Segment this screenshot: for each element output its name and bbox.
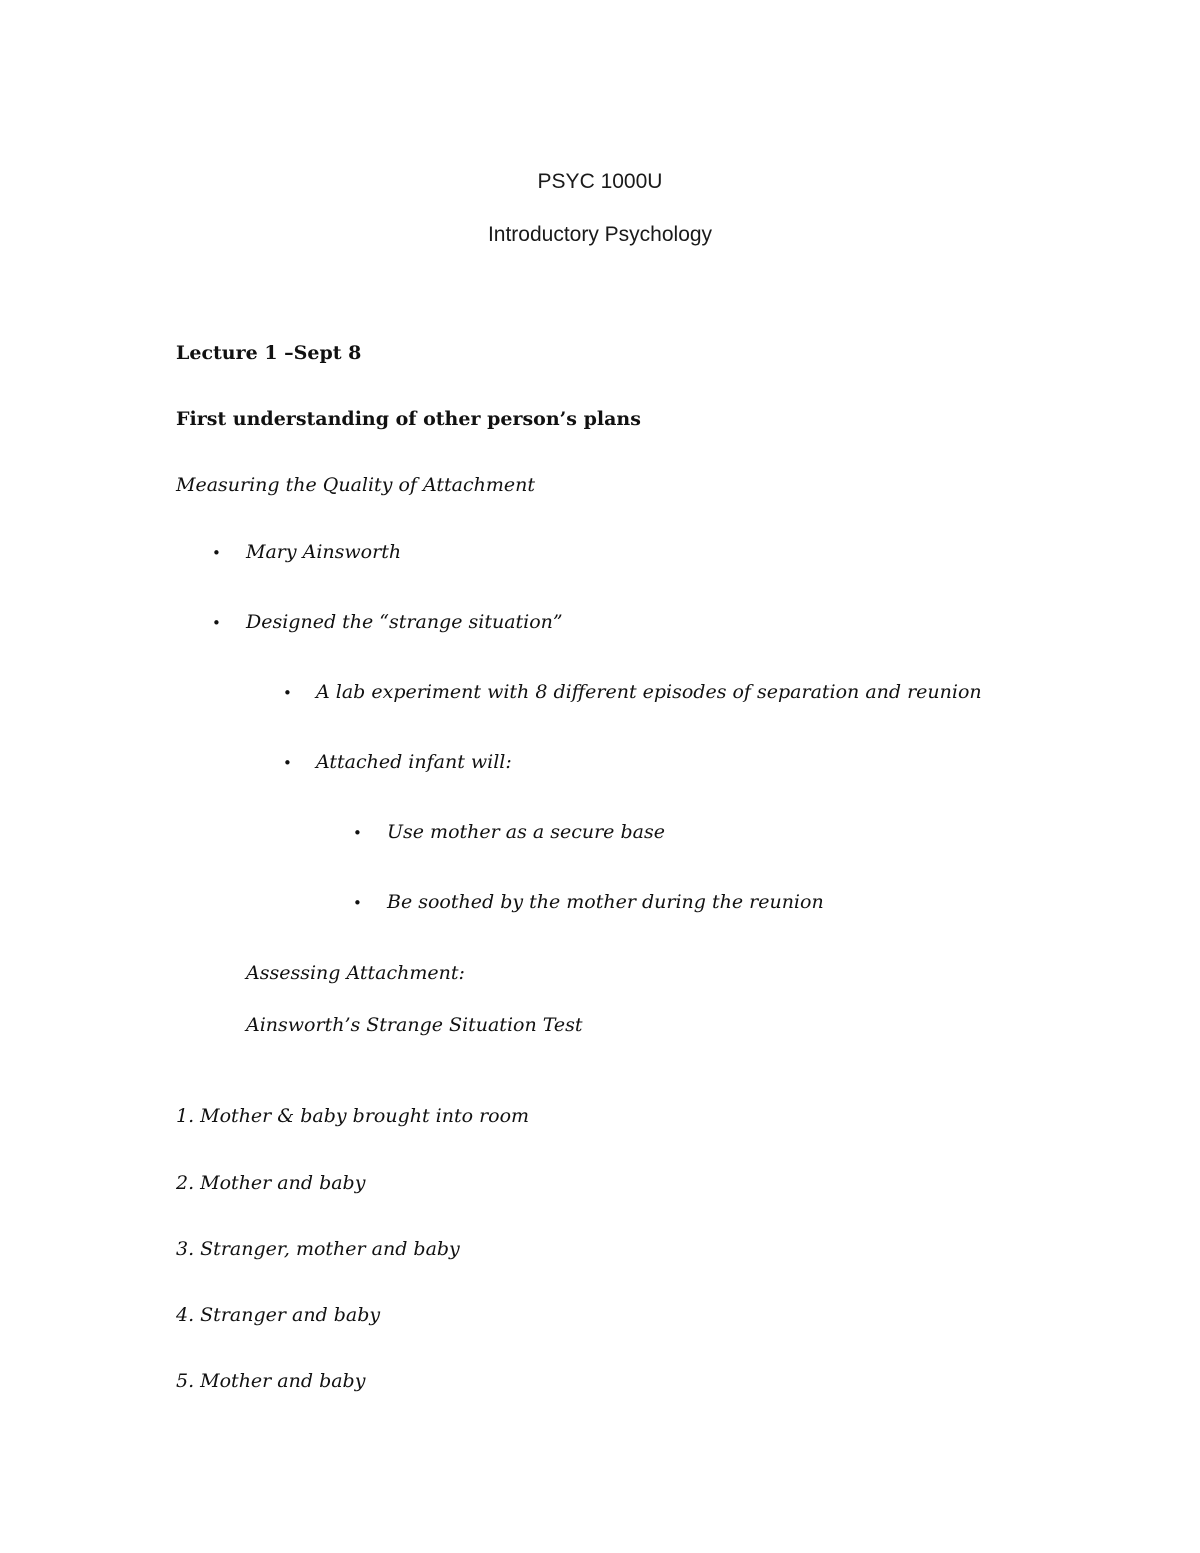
bullet-glyph: • [283, 684, 292, 702]
step-item: 4. Stranger and baby [176, 1304, 381, 1326]
sub-sub-bullet-item: Use mother as a secure base [387, 821, 665, 843]
course-title: Introductory Psychology [487, 223, 713, 246]
assessing-title: Assessing Attachment: [246, 962, 465, 984]
step-item: 1. Mother & baby brought into room [176, 1105, 530, 1127]
bullet-item: Designed the “strange situation” [246, 611, 563, 633]
section-title: Measuring the Quality of Attachment [176, 474, 535, 496]
course-code: PSYC 1000U [537, 170, 663, 193]
test-title: Ainsworth’s Strange Situation Test [246, 1014, 583, 1036]
bullet-glyph: • [353, 824, 362, 842]
bullet-glyph: • [283, 754, 292, 772]
lecture-subheading: First understanding of other person’s plans [176, 408, 641, 430]
step-item: 3. Stranger, mother and baby [176, 1238, 460, 1260]
sub-bullet-item: Attached infant will: [316, 751, 512, 773]
bullet-item: Mary Ainsworth [246, 541, 402, 563]
bullet-glyph: • [212, 614, 221, 632]
bullet-glyph: • [212, 544, 221, 562]
sub-bullet-item: A lab experiment with 8 different episodes of separation and reunion [316, 681, 982, 703]
lecture-heading: Lecture 1 –Sept 8 [176, 342, 362, 364]
step-item: 5. Mother and baby [176, 1370, 366, 1392]
step-item: 2. Mother and baby [176, 1172, 366, 1194]
sub-sub-bullet-item: Be soothed by the mother during the reunion [387, 891, 824, 913]
bullet-glyph: • [353, 894, 362, 912]
